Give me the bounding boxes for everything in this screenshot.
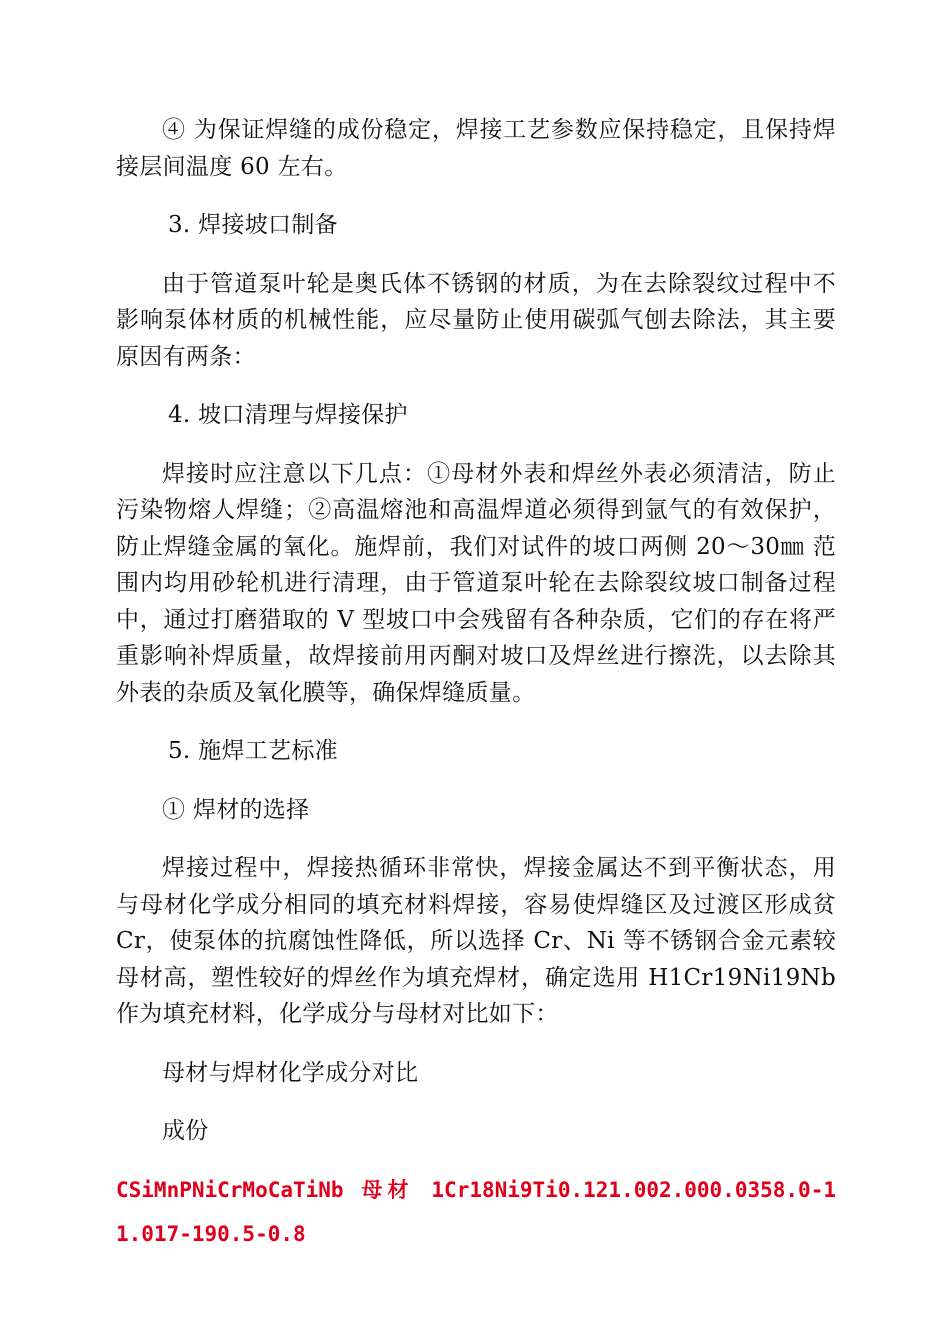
paragraph-welding-parameters: ④ 为保证焊缝的成份稳定，焊接工艺参数应保持稳定，且保持焊接层间温度 60 左右。 [116, 117, 836, 180]
heading-welding-standard: 5. 施焊工艺标准 [168, 738, 338, 764]
subheading-material-selection: ① 焊材的选择 [162, 796, 310, 823]
table-label: 成份 [162, 1118, 209, 1144]
composition-table-row: CSiMnPNiCrMoCaTiNb 母材 1Cr18Ni9Ti0.121.002.000.0358.0-11.017-190.5-0.8 [116, 1177, 836, 1246]
document-body [116, 112, 836, 1278]
paragraph-material-selection: 焊接过程中，焊接热循环非常快，焊接金属达不到平衡状态，用与母材化学成分相同的填充材料焊接，容易使焊缝区及过渡区形成贫 Cr，使泵体的抗腐蚀性降低，所以选择 Cr、Ni 等不锈钢合金元素较母材高，塑性较好的焊丝作为填充焊材，确定选用 H1Cr19Ni19Nb 作为填充材料，化学成分与母材对比如下： [116, 855, 836, 1027]
heading-groove-cleaning: 4. 坡口清理与焊接保护 [168, 402, 408, 428]
heading-groove-preparation: 3. 焊接坡口制备 [168, 212, 338, 238]
table-caption: 母材与焊材化学成分对比 [162, 1059, 419, 1086]
paragraph-groove-cleaning: 焊接时应注意以下几点：①母材外表和焊丝外表必须清洁，防止污染物熔人焊缝；②高温熔池和高温焊道必须得到氩气的有效保护，防止焊缝金属的氧化。施焊前，我们对试件的坡口两侧 20～30㎜ 范围内均用砂轮机进行清理，由于管道泵叶轮在去除裂纹坡口制备过程中，通过打磨猎取的 V 型坡口中会残留有各种杂质，它们的存在将严重影响补焊质量，故焊接前用丙酮对坡口及焊丝进行擦洗，以去除其外表的杂质及氧化膜等，确保焊缝质量。 [116, 460, 836, 706]
paragraph-groove-preparation: 由于管道泵叶轮是奥氏体不锈钢的材质，为在去除裂纹过程中不影响泵体材质的机械性能，应尽量防止使用碳弧气刨去除法，其主要原因有两条： [116, 270, 836, 370]
